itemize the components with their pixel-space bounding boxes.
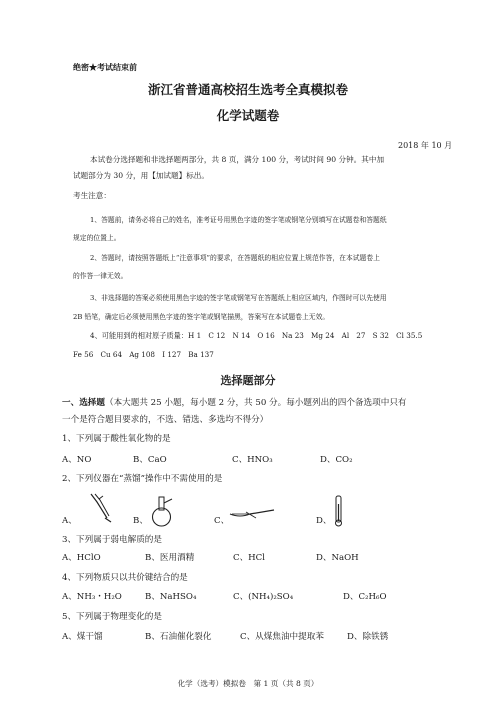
question-5-stem: 5、下列属于物理变化的是 — [62, 612, 162, 622]
note-3b: 2B 铅笔，确定后必须使用黑色字迹的签字笔或钢笔描黑，答案写在本试题卷上无效。 — [73, 313, 330, 321]
part-desc-a: （本大题共 25 小题，每小题 2 分，共 50 分。每小题列出的四个备选项中只有 — [104, 398, 407, 408]
evaporating-dish-icon — [228, 504, 278, 524]
round-bottom-flask-icon — [146, 496, 178, 528]
part-heading — [62, 396, 407, 408]
q4-option-b: B、NaHSO₄ — [145, 592, 197, 602]
note-2a: 2、答题时，请按照答题纸上“注意事项”的要求，在答题纸的相应位置上规范作答，在本试题卷上 — [90, 254, 380, 262]
q1-option-b: B、CaO — [133, 455, 167, 465]
note-3a: 3、非选择题的答案必须使用黑色字迹的签字笔或钢笔写在答题纸上相应区域内，作图时可以先使用 — [90, 294, 387, 302]
q3-option-a: A、HClO — [62, 553, 101, 563]
q2-option-a: A、 — [62, 516, 77, 526]
question-2-stem: 2、下列仪器在“蒸馏”操作中不需使用的是 — [62, 474, 223, 484]
q5-option-d: D、除铁锈 — [347, 632, 389, 642]
note-4a: 4、可能用到的相对原子质量：H 1 C 12 N 14 O 16 Na 23 Mg 24 Al 27 S 32 Cl 35.5 — [90, 331, 423, 340]
q2-option-c: C、 — [214, 516, 230, 526]
q5-option-c: C、从煤焦油中提取苯 — [240, 632, 324, 642]
exam-subtitle: 化学试题卷 — [216, 108, 280, 123]
q5-option-b: B、石油催化裂化 — [145, 632, 212, 642]
note-2b: 的作答一律无效。 — [73, 272, 128, 280]
part-label: 一、选择题 — [62, 398, 105, 408]
q1-option-c: C、HNO₃ — [232, 455, 273, 465]
note-4b: Fe 56 Cu 64 Ag 108 I 127 Ba 137 — [73, 350, 214, 359]
distillation-adapter-icon — [87, 492, 117, 526]
exam-title: 浙江省普通高校招生选考全真模拟卷 — [147, 82, 348, 97]
q1-option-d: D、CO₂ — [320, 455, 353, 465]
exam-date: 2018 年 10 月 — [398, 141, 453, 150]
notice-label: 考生注意： — [73, 191, 111, 200]
note-1b: 规定的位置上。 — [73, 234, 121, 242]
q3-option-c: C、HCl — [233, 553, 265, 563]
intro-line-1: 本试卷分选择题和非选择题两部分，共 8 页，满分 100 分，考试时间 90 分钟。其中加 — [90, 155, 385, 164]
section-title: 选择题部分 — [220, 374, 276, 387]
part-desc-b: 一个是符合题目要求的，不选、错选、多选均不得分） — [62, 415, 269, 425]
q4-option-a: A、NH₃・H₂O — [62, 592, 122, 602]
confidential-label: 绝密★考试结束前 — [73, 62, 137, 72]
question-4-stem: 4、下列物质只以共价键结合的是 — [62, 573, 188, 583]
q1-option-a: A、NO — [62, 455, 92, 465]
intro-line-2: 试题部分为 30 分，用【加试题】标出。 — [73, 171, 209, 180]
q5-option-a: A、煤干馏 — [62, 632, 103, 642]
question-1-stem: 1、下列属于酸性氧化物的是 — [62, 434, 171, 444]
question-3-stem: 3、下列属于弱电解质的是 — [62, 535, 162, 545]
q3-option-d: D、NaOH — [316, 553, 359, 563]
q2-option-d: D、 — [316, 516, 332, 526]
note-1a: 1、答题前，请务必将自己的姓名，准考证号用黑色字迹的签字笔或钢笔分别填写在试题卷和答题纸 — [90, 216, 387, 224]
q2-option-b: B、 — [133, 516, 148, 526]
thermometer-icon — [326, 494, 352, 528]
q4-option-c: C、(NH₄)₂SO₄ — [233, 592, 294, 602]
q3-option-b: B、医用酒精 — [145, 553, 195, 563]
page-footer: 化学（选考）模拟卷 第 1 页（共 8 页） — [177, 679, 319, 688]
q4-option-d: D、C₂H₆O — [343, 592, 387, 602]
